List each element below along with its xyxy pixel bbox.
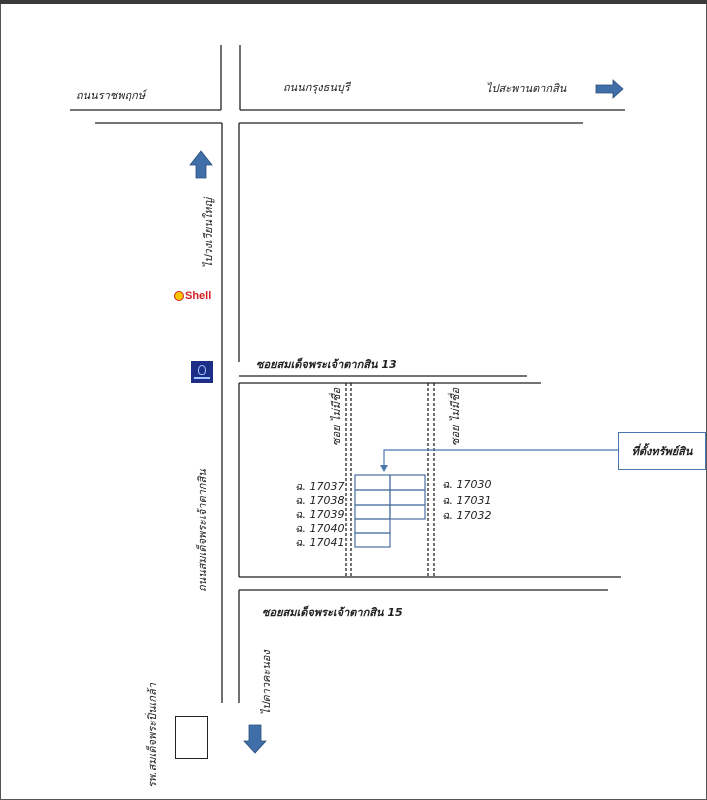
deed-label: ฉ. 17040	[295, 522, 345, 535]
deed-label: ฉ. 17041	[295, 536, 345, 549]
deed-label: ฉ. 17039	[295, 508, 345, 521]
label-soi-unnamed-right: ซอย ไม่มีชื่อ	[449, 387, 462, 446]
deed-label: ฉ. 17038	[295, 494, 345, 507]
label-to-wongwian-yai: ไปวงเวียนใหญ่	[202, 198, 215, 268]
callout-pointer-head	[380, 465, 388, 472]
label-soi-13: ซอยสมเด็จพระเจ้าตากสิน 13	[256, 358, 397, 371]
label-ratchaphruek: ถนนราชพฤกษ์	[76, 89, 146, 102]
shell-logo-icon	[174, 291, 184, 301]
plot-17031	[390, 490, 425, 505]
shell-brand-text: Shell	[185, 290, 212, 302]
deed-label: ฉ. 17031	[442, 494, 492, 507]
land-plots	[355, 475, 425, 547]
bank-wordmark	[194, 377, 210, 379]
plot-17032	[390, 505, 425, 519]
bank-emblem	[198, 365, 206, 375]
arrow-down-icon	[244, 725, 266, 753]
plot-17040	[355, 519, 390, 533]
deed-label: ฉ. 17030	[442, 478, 492, 491]
label-krung-thonburi: ถนนกรุงธนบุรี	[283, 81, 350, 94]
callout-pointer-line	[384, 450, 618, 466]
label-to-dao-khanong: ไปดาวคะนอง	[260, 650, 273, 715]
label-soi-15: ซอยสมเด็จพระเจ้าตากสิน 15	[262, 606, 403, 619]
plot-17038	[355, 490, 390, 505]
hospital-building	[175, 716, 208, 759]
plot-17030	[390, 475, 425, 490]
deed-label: ฉ. 17032	[442, 509, 492, 522]
plot-17039	[355, 505, 390, 519]
arrow-up-icon	[190, 151, 212, 178]
property-location-callout: ที่ตั้งทรัพย์สิน	[618, 432, 706, 470]
deed-label: ฉ. 17037	[295, 480, 345, 493]
label-soi-unnamed-left: ซอย ไม่มีชื่อ	[330, 387, 343, 446]
label-to-taksin-bridge: ไปสะพานตากสิน	[486, 82, 567, 95]
shell-station-landmark	[174, 290, 211, 302]
arrow-right-icon	[596, 80, 623, 98]
label-road-somdet: ถนนสมเด็จพระเจ้าตากสิน	[196, 469, 209, 592]
bank-logo-icon	[191, 361, 213, 383]
label-hospital: รพ.สมเด็จพระปิ่นเกล้า	[146, 683, 159, 788]
plot-17041	[355, 533, 390, 547]
plot-17037	[355, 475, 390, 490]
